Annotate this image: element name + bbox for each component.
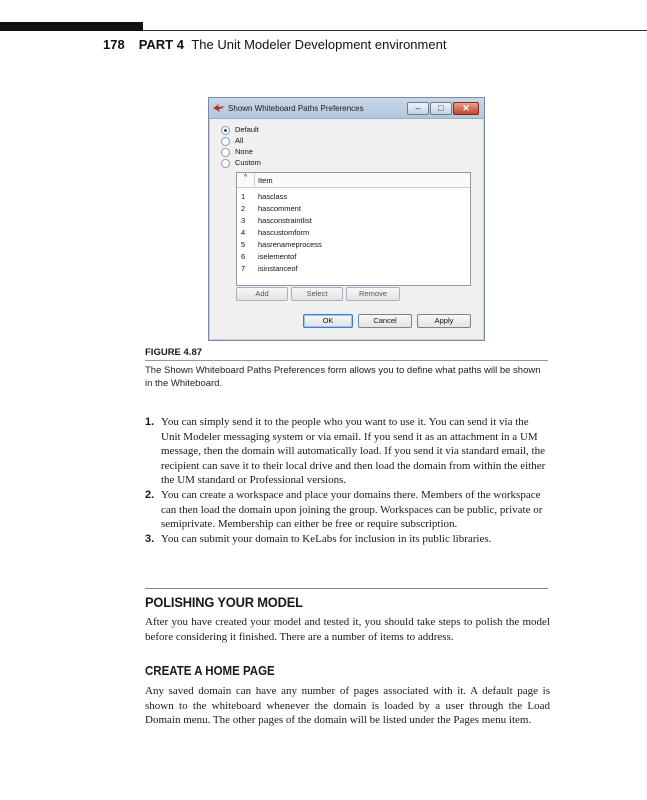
column-header-item[interactable]: Item	[258, 176, 273, 185]
list-item	[145, 532, 550, 547]
close-icon: ✕	[462, 103, 470, 113]
chapter-title: The Unit Modeler Development environment	[191, 37, 447, 52]
cancel-button[interactable]: Cancel	[358, 314, 412, 328]
radio-custom-label: Custom	[235, 158, 261, 167]
list-item	[145, 488, 550, 532]
section-rule	[145, 588, 548, 589]
list-text: You can submit your domain to KeLabs for inclusion in its public libraries.	[161, 532, 492, 545]
radio-none-indicator[interactable]	[221, 148, 230, 157]
table-row[interactable]	[237, 263, 470, 275]
table-row[interactable]	[237, 251, 470, 263]
list-number: 1.	[145, 416, 155, 428]
row-item: hasclass	[258, 192, 288, 201]
running-head	[103, 37, 446, 52]
app-arrow-icon	[212, 103, 226, 113]
table-row[interactable]	[237, 203, 470, 215]
row-item: hasrenameprocess	[258, 240, 322, 249]
minimize-button[interactable]	[407, 102, 429, 115]
row-item: hasconstraintlist	[258, 216, 312, 225]
ok-button[interactable]: OK	[303, 314, 353, 328]
row-number: 1	[241, 192, 246, 201]
numbered-list	[145, 415, 550, 546]
part-label: PART 4	[138, 37, 184, 52]
radio-default-label: Default	[235, 125, 259, 134]
table-row[interactable]	[237, 239, 470, 251]
paths-table[interactable]	[236, 172, 471, 286]
header-bar	[0, 22, 143, 31]
radio-all-indicator[interactable]	[221, 137, 230, 146]
row-number: 2	[241, 204, 246, 213]
radio-default-indicator[interactable]	[221, 126, 230, 135]
table-row[interactable]	[237, 191, 470, 203]
subsection-paragraph: Any saved domain can have any number of pages associated with it. A default page is shown to the whiteboard whenever the domain is loaded by a user through the Load Domain menu. The other pages of the domain will be listed under the Pages menu item.	[145, 685, 550, 727]
maximize-icon: □	[438, 103, 444, 113]
radio-none-label: None	[235, 147, 253, 156]
section-paragraph: After you have created your model and tested it, you should take steps to polish the model before considering it finished. There are a number of items to address.	[145, 616, 550, 643]
remove-button[interactable]: Remove	[346, 287, 400, 301]
figure-rule	[145, 360, 548, 361]
row-item: hascomment	[258, 204, 301, 213]
preferences-dialog	[208, 97, 485, 341]
radio-all-label: All	[235, 136, 244, 145]
close-button[interactable]	[453, 102, 479, 115]
figure-caption: The Shown Whiteboard Paths Preferences form allows you to define what paths will be shown in the Whiteboard.	[145, 365, 541, 389]
list-number: 3.	[145, 532, 155, 545]
subsection-heading: CREATE A HOME PAGE	[145, 664, 275, 678]
select-button[interactable]: Select	[291, 287, 343, 301]
row-number: 3	[241, 216, 246, 225]
apply-button[interactable]: Apply	[417, 314, 471, 328]
table-header	[237, 173, 470, 188]
dialog-title: Shown Whiteboard Paths Preferences	[228, 104, 364, 113]
row-item: iselementof	[258, 252, 297, 261]
figure-label: FIGURE 4.87	[145, 347, 203, 358]
list-item	[145, 415, 550, 488]
row-number: 4	[241, 228, 246, 237]
section-heading: POLISHING YOUR MODEL	[145, 594, 303, 610]
dialog-body	[210, 119, 483, 339]
list-text: You can simply send it to the people who you want to use it. You can send it via the Unit Modeler messaging system or via email. If you send it as an attachment in a UM message, then the domain will automatically load. If you send it via standard email, the recipient can save it to their local drive and then load the domain from within the either the UM standard or Professional versions.	[161, 416, 546, 487]
list-number: 2.	[145, 488, 155, 501]
maximize-button[interactable]	[430, 102, 452, 115]
add-button[interactable]: Add	[236, 287, 288, 301]
page-number: 178	[103, 37, 125, 52]
dialog-titlebar[interactable]	[209, 98, 484, 119]
radio-custom-indicator[interactable]	[221, 159, 230, 168]
table-row[interactable]	[237, 215, 470, 227]
table-row[interactable]	[237, 227, 470, 239]
row-item: isinstanceof	[258, 264, 298, 273]
row-number: 7	[241, 264, 246, 273]
header-rule	[143, 30, 647, 31]
sort-icon[interactable]: ^	[237, 173, 255, 187]
list-text: You can create a workspace and place your domains there. Members of the workspace can then load the domain upon joining the group. Workspaces can be public, private or semiprivate. Membership can either be free or require subscription.	[161, 488, 543, 531]
row-number: 6	[241, 252, 246, 261]
row-item: hascustomform	[258, 228, 310, 237]
minimize-icon: –	[415, 103, 421, 113]
row-number: 5	[241, 240, 246, 249]
